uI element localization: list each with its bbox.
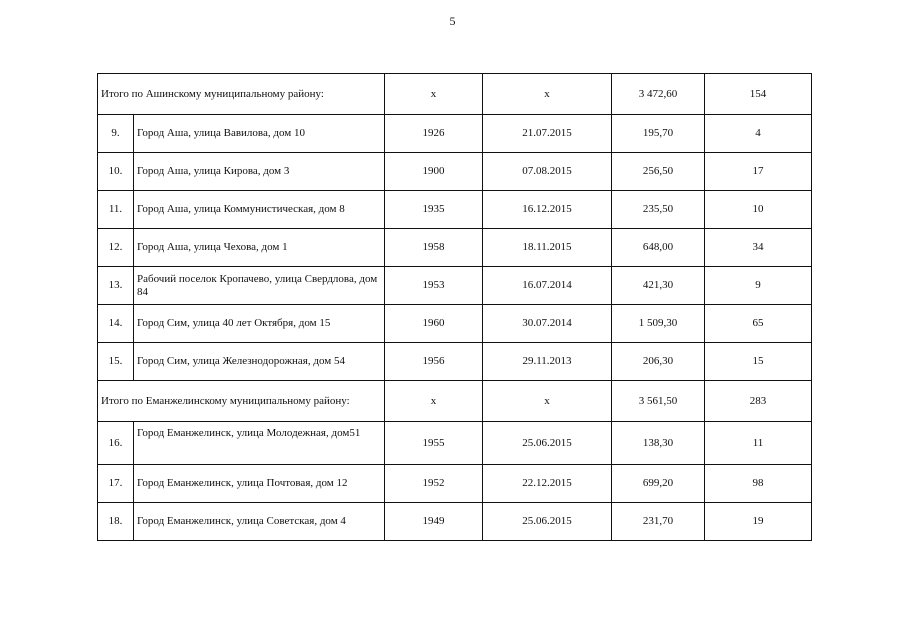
row-residents: 15 [705, 343, 812, 381]
district-total-row [98, 74, 812, 115]
row-number: 11. [98, 191, 134, 229]
row-date: 29.11.2013 [483, 343, 612, 381]
row-residents: 17 [705, 153, 812, 191]
row-area: 256,50 [612, 153, 705, 191]
row-number: 17. [98, 465, 134, 503]
row-address: Город Сим, улица Железнодорожная, дом 54 [134, 343, 385, 381]
table-row [98, 343, 812, 381]
row-residents: 4 [705, 115, 812, 153]
row-date: 16.07.2014 [483, 267, 612, 305]
row-year: 1935 [385, 191, 483, 229]
row-address: Рабочий поселок Кропачево, улица Свердлова, дом 84 [134, 267, 385, 305]
row-year: 1956 [385, 343, 483, 381]
row-year: 1952 [385, 465, 483, 503]
table-row [98, 267, 812, 305]
housing-register-table [97, 73, 812, 541]
row-number: 12. [98, 229, 134, 267]
row-number: 16. [98, 422, 134, 465]
row-residents: 98 [705, 465, 812, 503]
row-residents: 9 [705, 267, 812, 305]
district-total-row [98, 381, 812, 422]
district-total-year: х [385, 381, 483, 422]
district-total-label: Итого по Ашинскому муниципальному району: [98, 74, 385, 115]
district-total-label: Итого по Еманжелинскому муниципальному району: [98, 381, 385, 422]
row-area: 648,00 [612, 229, 705, 267]
row-date: 25.06.2015 [483, 422, 612, 465]
row-residents: 19 [705, 503, 812, 541]
table-row [98, 422, 812, 465]
row-address: Город Сим, улица 40 лет Октября, дом 15 [134, 305, 385, 343]
row-number: 10. [98, 153, 134, 191]
table-row [98, 153, 812, 191]
row-date: 16.12.2015 [483, 191, 612, 229]
row-area: 235,50 [612, 191, 705, 229]
row-area: 138,30 [612, 422, 705, 465]
row-address: Город Еманжелинск, улица Молодежная, дом51 [134, 422, 385, 465]
row-number: 14. [98, 305, 134, 343]
row-residents: 11 [705, 422, 812, 465]
row-residents: 34 [705, 229, 812, 267]
row-year: 1900 [385, 153, 483, 191]
row-number: 18. [98, 503, 134, 541]
district-total-residents: 154 [705, 74, 812, 115]
district-total-area: 3 561,50 [612, 381, 705, 422]
row-residents: 10 [705, 191, 812, 229]
row-date: 18.11.2015 [483, 229, 612, 267]
table-row [98, 115, 812, 153]
district-total-area: 3 472,60 [612, 74, 705, 115]
row-residents: 65 [705, 305, 812, 343]
row-year: 1955 [385, 422, 483, 465]
table-row [98, 465, 812, 503]
table-row [98, 191, 812, 229]
row-number: 13. [98, 267, 134, 305]
row-year: 1960 [385, 305, 483, 343]
row-address: Город Аша, улица Вавилова, дом 10 [134, 115, 385, 153]
row-area: 421,30 [612, 267, 705, 305]
district-total-date: х [483, 381, 612, 422]
page-number: 5 [449, 14, 456, 28]
row-area: 206,30 [612, 343, 705, 381]
row-date: 21.07.2015 [483, 115, 612, 153]
district-total-residents: 283 [705, 381, 812, 422]
district-total-year: х [385, 74, 483, 115]
row-address: Город Аша, улица Чехова, дом 1 [134, 229, 385, 267]
row-address: Город Еманжелинск, улица Советская, дом 4 [134, 503, 385, 541]
row-number: 9. [98, 115, 134, 153]
district-total-date: х [483, 74, 612, 115]
row-date: 07.08.2015 [483, 153, 612, 191]
row-area: 195,70 [612, 115, 705, 153]
row-year: 1949 [385, 503, 483, 541]
row-area: 1 509,30 [612, 305, 705, 343]
row-area: 231,70 [612, 503, 705, 541]
row-address: Город Еманжелинск, улица Почтовая, дом 12 [134, 465, 385, 503]
row-date: 30.07.2014 [483, 305, 612, 343]
table-row [98, 229, 812, 267]
row-number: 15. [98, 343, 134, 381]
row-address: Город Аша, улица Кирова, дом 3 [134, 153, 385, 191]
table-row [98, 305, 812, 343]
table-row [98, 503, 812, 541]
row-address: Город Аша, улица Коммунистическая, дом 8 [134, 191, 385, 229]
row-area: 699,20 [612, 465, 705, 503]
row-date: 22.12.2015 [483, 465, 612, 503]
row-year: 1926 [385, 115, 483, 153]
row-year: 1958 [385, 229, 483, 267]
row-date: 25.06.2015 [483, 503, 612, 541]
row-year: 1953 [385, 267, 483, 305]
